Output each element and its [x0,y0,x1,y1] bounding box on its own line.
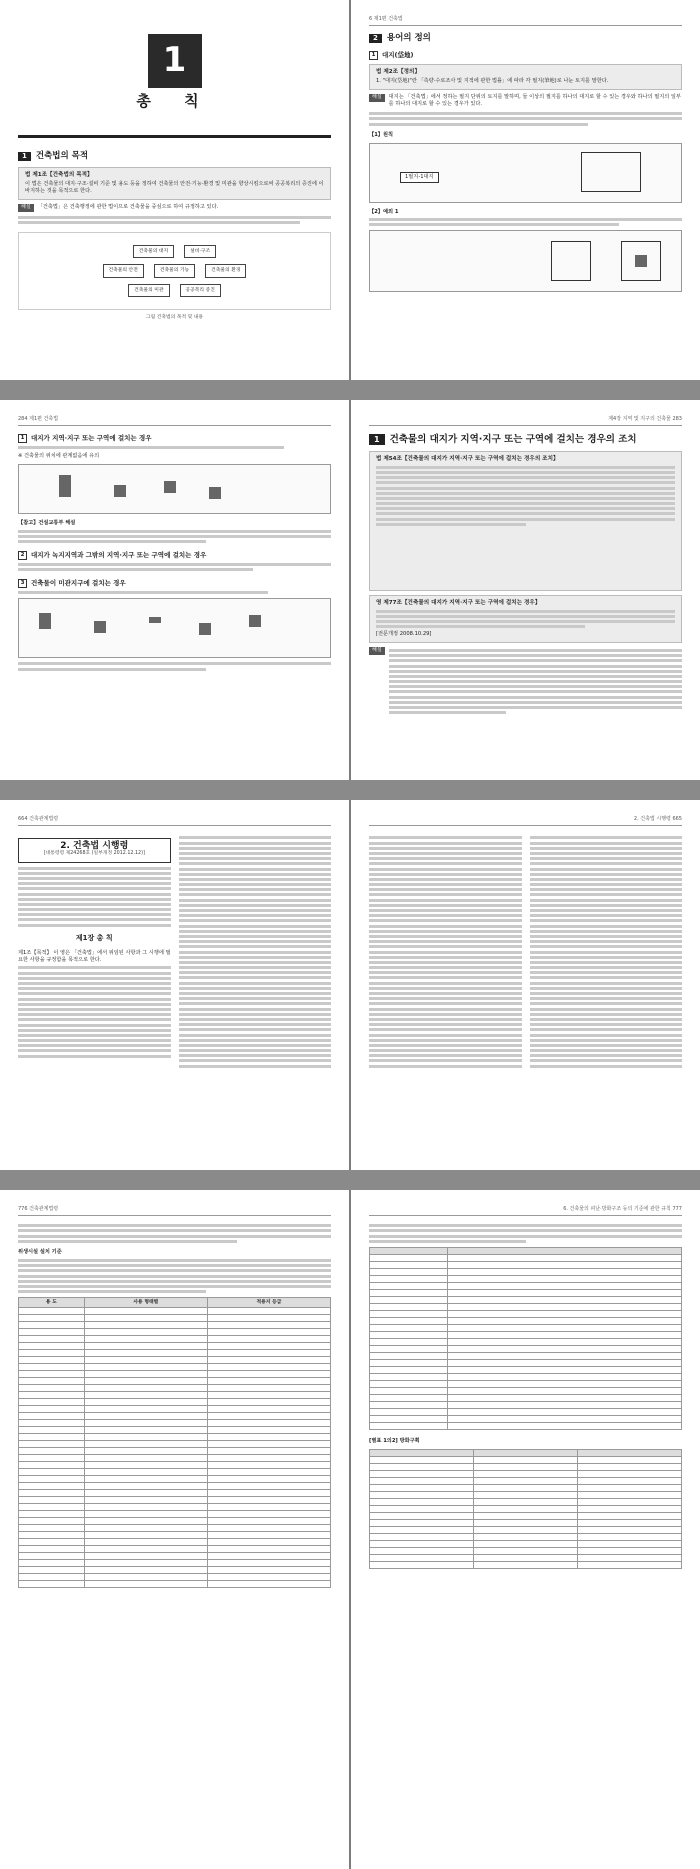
law-box: 법 제2조【정의】 1. "대지(垈地)"란 「측량·수로조사 및 지적에 관한 법률」에 따라 각 필지(筆地)로 나눈 토지를 말한다. [369,64,682,89]
page-chapter-cover [0,0,349,380]
zone-diagram [18,464,331,514]
page-777 [351,1190,700,1869]
data-table: 용 도 사용 형태별 적용지 등급 [18,1297,331,1588]
subsection-heading: 2 대지가 녹지지역과 그밖의 지역·지구 또는 구역에 걸치는 경우 [18,551,331,560]
running-header: 제4장 지역 및 지구의 건축물 283 [369,416,682,426]
table-title: 위생시설 설치 기준 [18,1248,62,1255]
body-text [369,112,682,125]
law-box: 법 제54조【건축물의 대지가 지역·지구 또는 구역에 걸치는 경우의 조치】 [369,451,682,591]
reference-title: 【참고】건설교통부 해설 [18,520,76,527]
flow-diagram: 건축물의 대지 설비·구조 건축물의 안전 건축물의 기능 건축물의 환경 건축물의 미관 공공복리 증진 [18,232,331,310]
page-776 [0,1190,349,1869]
running-header: 664 건축관계법령 [18,816,331,826]
body-column [369,834,522,1070]
page-665 [351,800,700,1170]
commentary: 해설 대지는 「건축법」에서 정하는 필지 단위의 토지를 말하며, 둘 이상의 필지를 하나의 대지로 할 수 있는 경우와 하나의 필지의 일부를 하나의 대지로 할 수 있는 경우가 있다. [369,94,682,108]
spread-4 [0,1190,700,1869]
commentary: 해설 「건축법」은 건축행정에 관한 법이므로 건축물을 중심으로 하여 규정하고 있다. [18,204,331,212]
subsection-heading: 3 건축물이 미관지구에 걸치는 경우 [18,579,331,588]
running-header: 6. 건축물의 피난·방화구조 등의 기준에 관한 규칙 777 [369,1206,682,1216]
table-title: [별표 1의2] 방화구획 [369,1437,420,1444]
section-heading: 1 건축법의 목적 [18,152,331,161]
example-label: 【2】예외 1 [369,208,399,215]
body-column [179,834,332,1070]
diagram-caption: ※ 건축물의 위치에 관계없음에 유의 [18,453,100,460]
page-284 [0,400,349,780]
law-box-2: 영 제77조【건축물의 대지가 지역·지구 또는 구역에 걸치는 경우】 [전문개정 2008.10.29] [369,595,682,642]
subsection-heading: 1 대지가 지역·지구 또는 구역에 걸치는 경우 [18,434,331,443]
spread-3 [0,800,700,1170]
section-heading: 1 건축물의 대지가 지역·지구 또는 구역에 걸치는 경우의 조치 [369,434,682,445]
running-header: 776 건축관계법령 [18,1206,331,1216]
amendment-list [18,867,171,927]
spread-1 [0,0,700,380]
page-664 [0,800,349,1170]
body-column [530,834,683,1070]
rule-label: 【1】원칙 [369,131,394,138]
divider [18,135,331,138]
chapter-number: 1 [148,34,202,88]
chapter-title: 총 칙 [136,92,213,110]
example-diagram [369,230,682,292]
running-header: 284 제1편 건축법 [18,416,331,426]
running-header: 6 제1편 건축법 [369,16,682,26]
use-table [369,1247,682,1430]
law-box: 법 제1조【건축법의 목적】 이 법은 건축물의 대지·구조·설비 기준 및 용도 등을 정하여 건축물의 안전·기능·환경 및 미관을 향상시킴으로써 공공복리의 증진에 이바지하는 것을 목적으로 한다. [18,167,331,200]
section-heading: 2 용어의 정의 [369,34,682,43]
zone-diagram-2 [18,598,331,658]
page-definitions [351,0,700,380]
page-283 [351,400,700,780]
body-text [18,216,331,224]
body-text [369,218,682,226]
commentary: 해설 [369,647,682,717]
fire-table [369,1449,682,1569]
decree-title-box: 2. 건축법 시행령 [대통령령 제24268호 (일부개정 2012.12.12)] [18,838,171,862]
spread-2 [0,400,700,780]
article-1: 제1조【목적】 이 영은 「건축법」에서 위임된 사항과 그 시행에 필요한 사항을 규정함을 목적으로 한다. [18,949,171,964]
lot-diagram: 1필지-1대지 [369,143,682,203]
chapter-heading: 제1장 총 칙 [75,933,113,942]
subsection-heading: 1 대지(垈地) [369,51,682,60]
figure-caption: 그림 건축법의 목적 및 내용 [145,314,204,320]
running-header: 2. 건축법 시행령 665 [369,816,682,826]
